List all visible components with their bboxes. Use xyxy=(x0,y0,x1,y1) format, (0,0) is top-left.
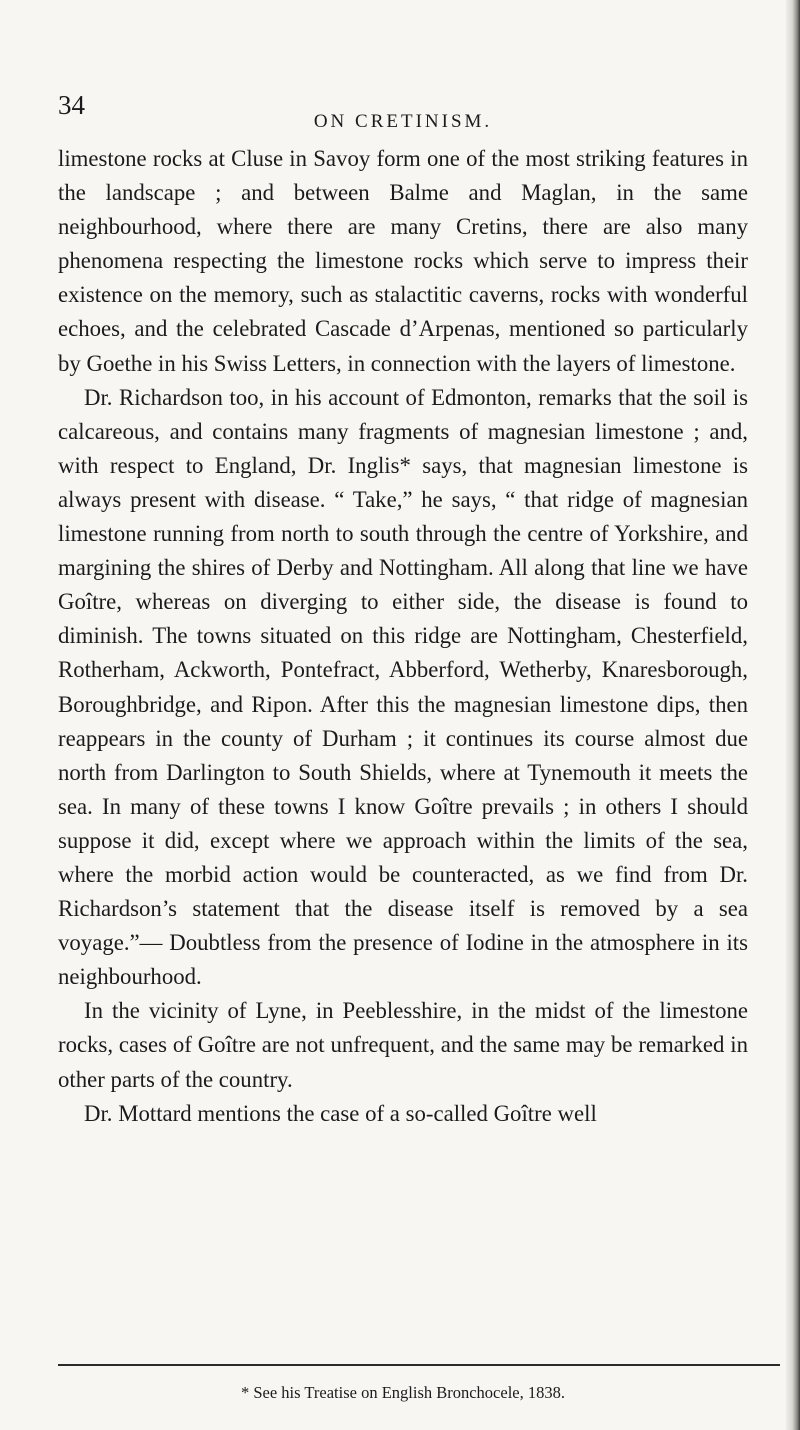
footnote-rule xyxy=(58,1364,780,1366)
footnote: * See his Treatise on English Bronchocele, 1838. xyxy=(240,1383,565,1402)
page-number: 34 xyxy=(58,90,85,120)
body-text xyxy=(58,142,748,1131)
paragraph-3: In the vicinity of Lyne, in Peeblesshire, in the midst of the limestone rocks, cases of Goître are not unfrequent, and the same may be remarked in other parts of the country. xyxy=(58,998,748,1092)
paragraph-4: Dr. Mottard mentions the case of a so-called Goître well xyxy=(84,1100,597,1126)
paragraph-2: Dr. Richardson too, in his account of Edmonton, remarks that the soil is calcareous, and contains many fragments of magnesian limestone ; and, with respect to England, Dr. Inglis* says, that magnesian limestone is always present with disease. “ Take,” he says, “ that ridge of magnesian limestone running from north to south through the centre of Yorkshire, and margining the shires of Derby and Nottingham. All along that line we have Goître, whereas on diverging to either side, the disease is found to diminish. The towns situated on this ridge are Nottingham, Chesterfield, Rotherham, Ackworth, Pontefract, Abberford, Wetherby, Knaresborough, Boroughbridge, and Ripon. After this the magnesian limestone dips, then reappears in the county of Durham ; it continues its course almost due north from Darlington to South Shields, where at Tynemouth it meets the sea. In many of these towns I know Goître prevails ; in others I should suppose it did, except where we approach within the limits of the sea, where the morbid action would be counteracted, as we find from Dr. Richardson’s statement that the disease itself is removed by a sea voyage.”— Doubtless from the presence of Iodine in the atmosphere in its neighbourhood. xyxy=(58,384,748,990)
running-head: ON CRETINISM. xyxy=(313,111,493,132)
page-edge-shadow xyxy=(786,0,800,1430)
page-header xyxy=(58,92,748,132)
paragraph-1: limestone rocks at Cluse in Savoy form one of the most striking features in the landscape ; and between Balme and Maglan, in the same neighbourhood, where there are many Cretins, there are also many phenomena respecting the limestone rocks which serve to impress their existence on the memory, such as stalactitic caverns, rocks with wonderful echoes, and the celebrated Cascade d’Arpenas, mentioned so particularly by Goethe in his Swiss Letters, in connection with the layers of limestone. xyxy=(58,146,748,376)
